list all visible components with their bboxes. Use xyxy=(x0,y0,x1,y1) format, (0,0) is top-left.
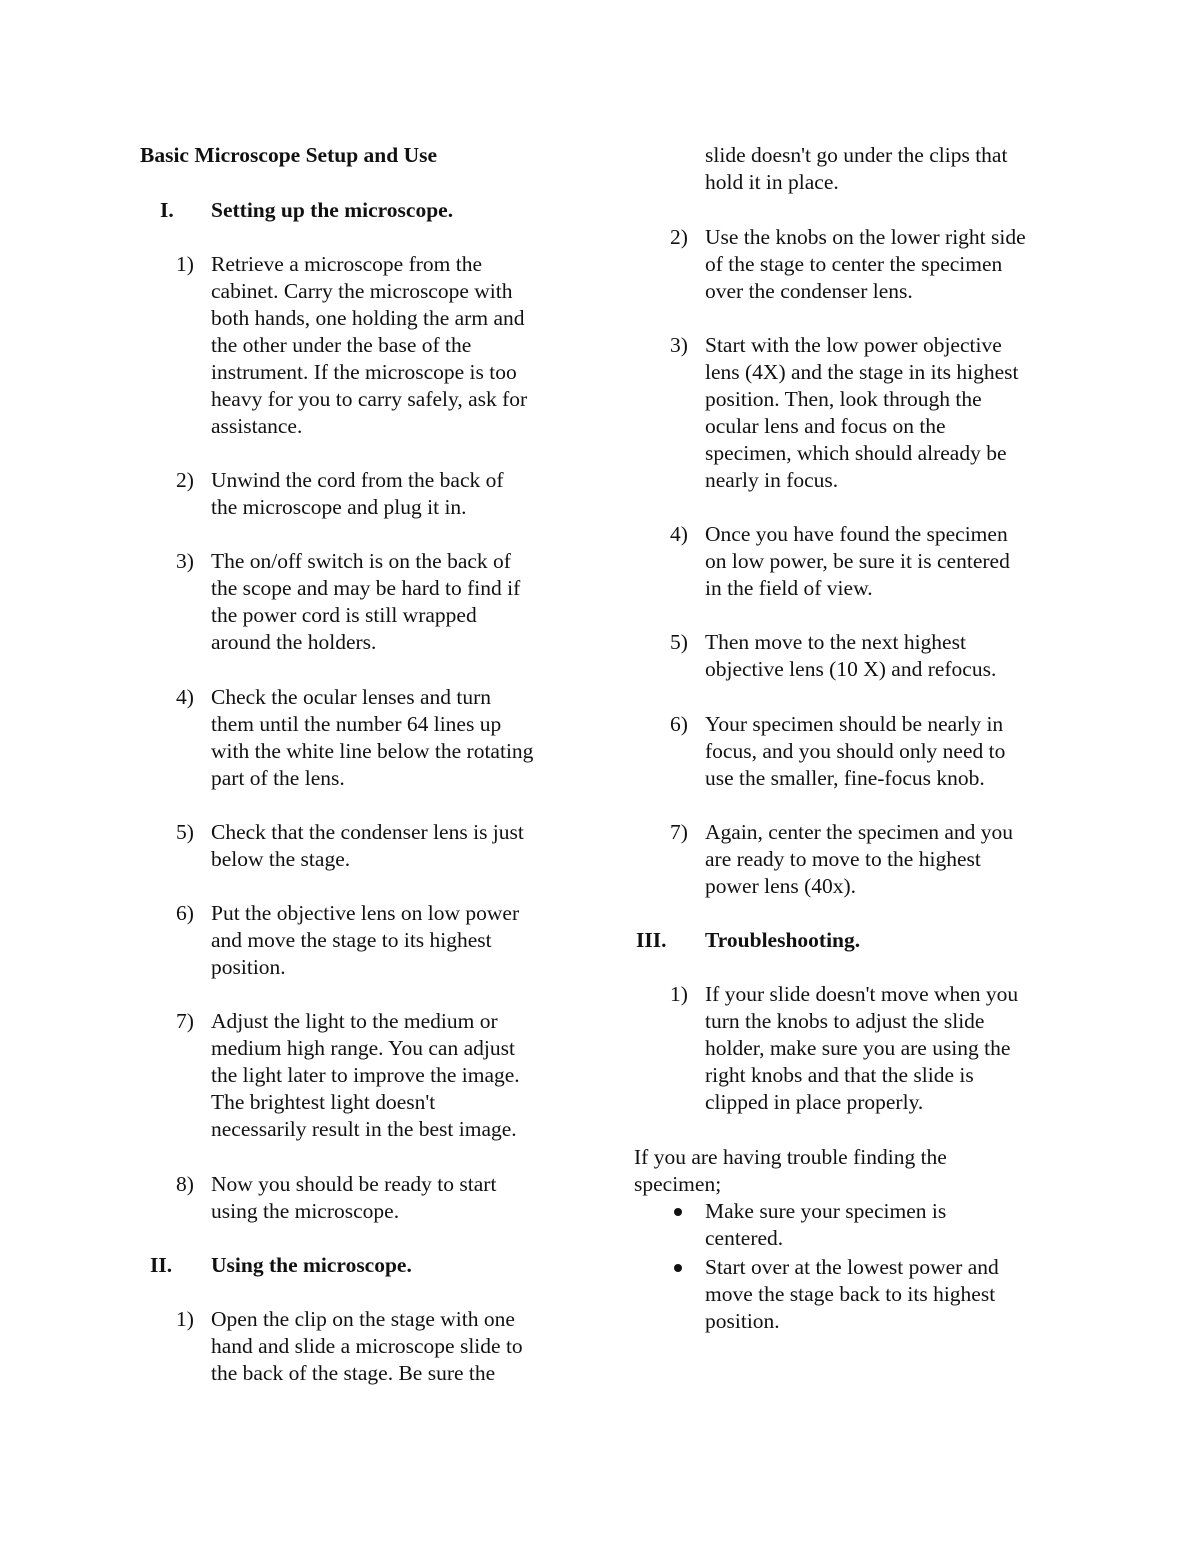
list-number: 4) xyxy=(176,685,194,709)
list-number: 6) xyxy=(670,712,688,736)
list-item-line: the microscope and plug it in. xyxy=(211,495,467,519)
list-item-line: on low power, be sure it is centered xyxy=(705,549,1010,573)
list-item-line: Open the clip on the stage with one xyxy=(211,1307,515,1331)
list-item-line: them until the number 64 lines up xyxy=(211,712,502,736)
list-item-line: holder, make sure you are using the xyxy=(705,1036,1011,1060)
list-item-line: the scope and may be hard to find if xyxy=(211,576,521,600)
list-item-line: around the holders. xyxy=(211,630,377,654)
list-item-line: medium high range. You can adjust xyxy=(211,1036,515,1060)
section-1-numeral: I. xyxy=(160,198,174,222)
bullet-icon xyxy=(674,1264,682,1272)
list-number: 1) xyxy=(670,982,688,1006)
section-3-heading: Troubleshooting. xyxy=(705,928,861,952)
list-item-line: the back of the stage. Be sure the xyxy=(211,1361,496,1385)
list-number: 3) xyxy=(176,549,194,573)
list-item-line: Once you have found the specimen xyxy=(705,522,1008,546)
section-2-numeral: II. xyxy=(150,1253,173,1277)
list-number: 2) xyxy=(670,225,688,249)
list-item-line: assistance. xyxy=(211,414,303,438)
list-item-line: Check that the condenser lens is just xyxy=(211,820,524,844)
section-1-heading: Setting up the microscope. xyxy=(211,198,454,222)
list-number: 7) xyxy=(670,820,688,844)
list-item-line: using the microscope. xyxy=(211,1199,400,1223)
list-item-line: Then move to the next highest xyxy=(705,630,966,654)
list-item-line: focus, and you should only need to xyxy=(705,739,1006,763)
list-item-line: The on/off switch is on the back of xyxy=(211,549,511,573)
list-item-line: nearly in focus. xyxy=(705,468,839,492)
list-item-line: clipped in place properly. xyxy=(705,1090,924,1114)
list-number: 7) xyxy=(176,1009,194,1033)
list-item-line: objective lens (10 X) and refocus. xyxy=(705,657,997,681)
section-3-numeral: III. xyxy=(636,928,667,952)
paragraph-line: specimen; xyxy=(634,1172,722,1196)
list-item-line: hand and slide a microscope slide to xyxy=(211,1334,523,1358)
list-number: 2) xyxy=(176,468,194,492)
page-title: Basic Microscope Setup and Use xyxy=(140,143,438,167)
list-item-line: part of the lens. xyxy=(211,766,345,790)
list-item-line: the other under the base of the xyxy=(211,333,472,357)
list-number: 1) xyxy=(176,252,194,276)
list-item-line: turn the knobs to adjust the slide xyxy=(705,1009,985,1033)
list-item-line: position. xyxy=(211,955,286,979)
list-item-line: slide doesn't go under the clips that xyxy=(705,143,1008,167)
list-item-line: below the stage. xyxy=(211,847,351,871)
list-item-line: heavy for you to carry safely, ask for xyxy=(211,387,528,411)
list-number: 5) xyxy=(670,630,688,654)
list-item-line: Adjust the light to the medium or xyxy=(211,1009,498,1033)
list-item-line: with the white line below the rotating xyxy=(211,739,534,763)
list-item-line: Put the objective lens on low power xyxy=(211,901,520,925)
list-number: 1) xyxy=(176,1307,194,1331)
bullet-item-line: move the stage back to its highest xyxy=(705,1282,996,1306)
list-item-line: Use the knobs on the lower right side xyxy=(705,225,1026,249)
list-item-line: specimen, which should already be xyxy=(705,441,1007,465)
bullet-item-line: Make sure your specimen is xyxy=(705,1199,947,1223)
paragraph-line: If you are having trouble finding the xyxy=(634,1145,947,1169)
list-item-line: are ready to move to the highest xyxy=(705,847,981,871)
bullet-item-line: position. xyxy=(705,1309,780,1333)
list-number: 4) xyxy=(670,522,688,546)
list-item-line: in the field of view. xyxy=(705,576,873,600)
list-item-line: Retrieve a microscope from the xyxy=(211,252,483,276)
list-item-line: The brightest light doesn't xyxy=(211,1090,436,1114)
list-item-line: the power cord is still wrapped xyxy=(211,603,477,627)
list-item-line: use the smaller, fine-focus knob. xyxy=(705,766,985,790)
list-number: 8) xyxy=(176,1172,194,1196)
list-number: 3) xyxy=(670,333,688,357)
list-item-line: of the stage to center the specimen xyxy=(705,252,1003,276)
section-2-heading: Using the microscope. xyxy=(211,1253,412,1277)
list-item-line: Check the ocular lenses and turn xyxy=(211,685,492,709)
bullet-item-line: centered. xyxy=(705,1226,784,1250)
bullet-item-line: Start over at the lowest power and xyxy=(705,1255,999,1279)
list-item-line: Unwind the cord from the back of xyxy=(211,468,504,492)
list-item-line: instrument. If the microscope is too xyxy=(211,360,517,384)
list-item-line: necessarily result in the best image. xyxy=(211,1117,517,1141)
list-item-line: cabinet. Carry the microscope with xyxy=(211,279,513,303)
bullet-icon xyxy=(674,1208,682,1216)
list-item-line: both hands, one holding the arm and xyxy=(211,306,525,330)
list-item-line: position. Then, look through the xyxy=(705,387,982,411)
list-item-line: hold it in place. xyxy=(705,170,839,194)
list-item-line: Your specimen should be nearly in xyxy=(705,712,1004,736)
list-number: 6) xyxy=(176,901,194,925)
list-item-line: ocular lens and focus on the xyxy=(705,414,946,438)
list-item-line: power lens (40x). xyxy=(705,874,857,898)
list-item-line: Again, center the specimen and you xyxy=(705,820,1014,844)
list-item-line: the light later to improve the image. xyxy=(211,1063,520,1087)
list-item-line: and move the stage to its highest xyxy=(211,928,492,952)
list-item-line: If your slide doesn't move when you xyxy=(705,982,1019,1006)
list-item-line: over the condenser lens. xyxy=(705,279,913,303)
list-item-line: Start with the low power objective xyxy=(705,333,1002,357)
list-item-line: Now you should be ready to start xyxy=(211,1172,497,1196)
list-number: 5) xyxy=(176,820,194,844)
list-item-line: lens (4X) and the stage in its highest xyxy=(705,360,1019,384)
list-item-line: right knobs and that the slide is xyxy=(705,1063,974,1087)
